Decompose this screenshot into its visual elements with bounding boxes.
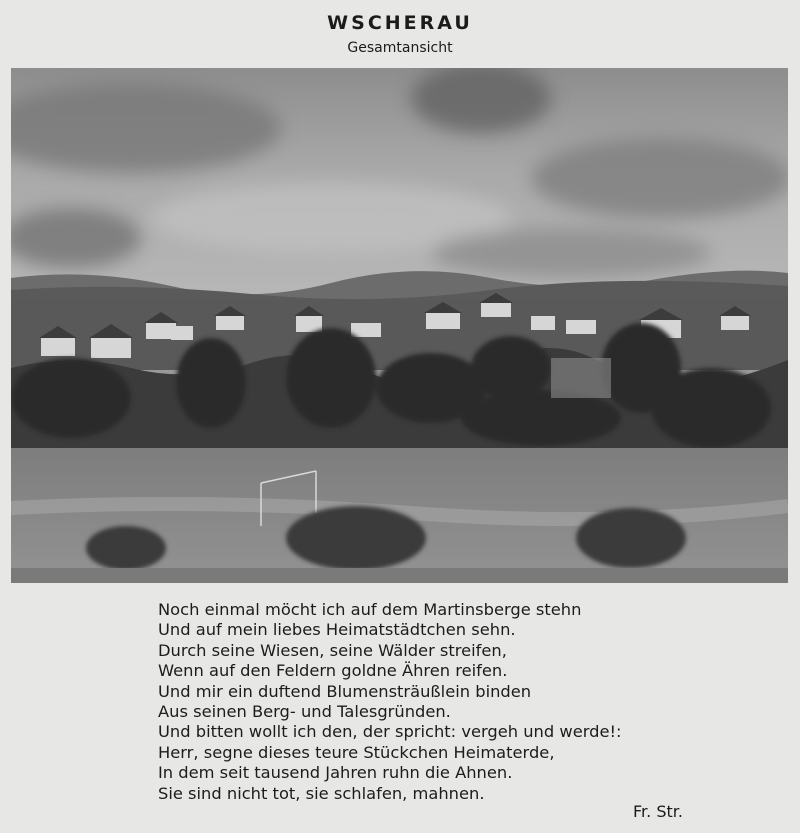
poem-line: Sie sind nicht tot, sie schlafen, mahnen.: [158, 783, 485, 803]
poem-line: Durch seine Wiesen, seine Wälder streifen,: [158, 640, 507, 660]
poem-line: Und bitten wollt ich den, der spricht: vergeh und werde!:: [158, 722, 622, 742]
poem-line: Noch einmal möcht ich auf dem Martinsberge stehn: [158, 600, 582, 619]
poem-line: Und auf mein liebes Heimatstädtchen sehn.: [158, 620, 516, 640]
poem-line: In dem seit tausend Jahren ruhn die Ahnen.: [158, 763, 513, 783]
page-title: WSCHERAU: [327, 12, 473, 34]
poem-line: Herr, segne dieses teure Stückchen Heimaterde,: [158, 742, 555, 762]
poem-line: Wenn auf den Feldern goldne Ähren reifen.: [158, 661, 508, 681]
poem-line: Aus seinen Berg- und Talesgründen.: [158, 702, 451, 722]
village-photo: [11, 68, 788, 583]
page-subtitle: Gesamtansicht: [347, 40, 453, 56]
poem: [158, 600, 758, 804]
poem-signature: Fr. Str.: [633, 802, 683, 821]
poem-line: Und mir ein duftend Blumensträußlein binden: [158, 681, 532, 701]
